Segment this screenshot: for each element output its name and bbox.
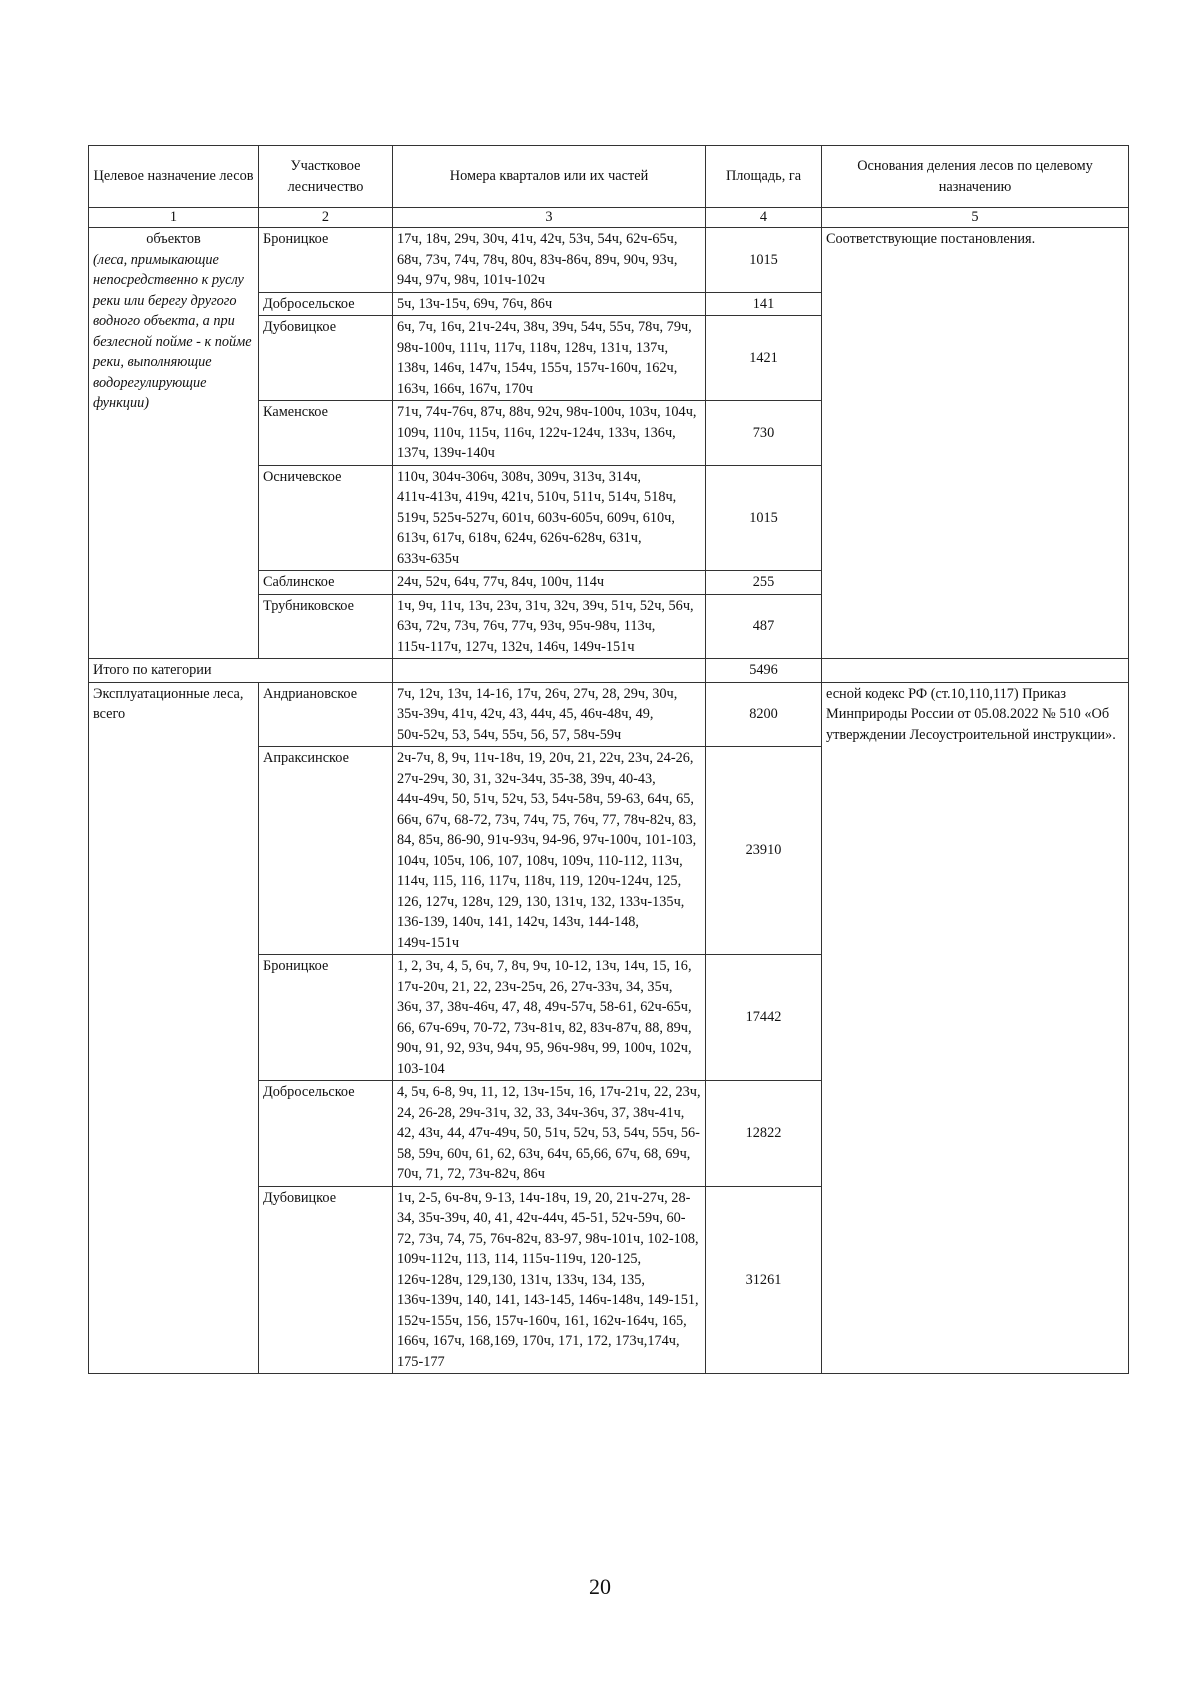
forestry-name: Дубовицкое [259,1186,393,1374]
header-forestry: Участковое лесничество [259,146,393,208]
category-cell [89,228,259,659]
area: 23910 [706,747,822,955]
forestry-name: Саблинское [259,571,393,595]
forestry-name: Каменское [259,401,393,466]
quarters: 7ч, 12ч, 13ч, 14-16, 17ч, 26ч, 27ч, 28, 29ч, 30ч, 35ч-39ч, 41ч, 42ч, 43, 44ч, 45, 46ч-48ч, 49, 50ч-52ч, 53, 54ч, 55ч, 56, 57, 58ч-59ч [393,682,706,747]
forestry-name: Апраксинское [259,747,393,955]
category-title: объектов [146,231,201,247]
area: 1015 [706,465,822,571]
total-empty [393,659,706,683]
area: 31261 [706,1186,822,1374]
area: 487 [706,594,822,659]
header-quarters: Номера кварталов или их частей [393,146,706,208]
forestry-name: Добросельское [259,1081,393,1187]
quarters: 6ч, 7ч, 16ч, 21ч-24ч, 38ч, 39ч, 54ч, 55ч, 78ч, 79ч, 98ч-100ч, 111ч, 117ч, 118ч, 128ч, 131ч, 137ч, 138ч, 146ч, 147ч, 154ч, 155ч, 157ч-160ч, 162ч, 163ч, 166ч, 167ч, 170ч [393,316,706,401]
quarters: 4, 5ч, 6-8, 9ч, 11, 12, 13ч-15ч, 16, 17ч-21ч, 22, 23ч, 24, 26-28, 29ч-31ч, 32, 33, 34ч-36ч, 37, 38ч-41ч, 42, 43ч, 44, 47ч-49ч, 50, 51ч, 52ч, 53, 54ч, 55ч, 56-58, 59ч, 60ч, 61, 62, 63ч, 64ч, 65,66, 67ч, 68, 69ч, 70ч, 71, 72, 73ч-82ч, 86ч [393,1081,706,1187]
area: 730 [706,401,822,466]
column-number: 4 [706,208,822,228]
quarters: 24ч, 52ч, 64ч, 77ч, 84ч, 100ч, 114ч [393,571,706,595]
table-row [89,682,1129,747]
area: 17442 [706,955,822,1081]
quarters: 1ч, 9ч, 11ч, 13ч, 23ч, 31ч, 32ч, 39ч, 51ч, 52ч, 56ч, 63ч, 72ч, 73ч, 76ч, 77ч, 93ч, 95ч-98ч, 113ч, 115ч-117ч, 127ч, 132ч, 146ч, 149ч-151ч [393,594,706,659]
column-number: 1 [89,208,259,228]
category-title: Эксплуатационные леса, всего [89,682,259,1374]
total-label: Итого по категории [89,659,393,683]
area: 1421 [706,316,822,401]
page-number: 20 [589,1574,611,1599]
quarters: 1ч, 2-5, 6ч-8ч, 9-13, 14ч-18ч, 19, 20, 21ч-27ч, 28-34, 35ч-39ч, 40, 41, 42ч-44ч, 45-51, 52ч-59ч, 60-72, 73ч, 74, 75, 76ч-82ч, 83-97, 98ч-101ч, 102-108, 109ч-112ч, 113, 114, 115ч-119ч, 120-125, 126ч-128ч, 129,130, 131ч, 133ч, 134, 135, 136ч-139ч, 140, 141, 143-145, 146ч-148ч, 149-151, 152ч-155ч, 156, 157ч-160ч, 161, 162ч-164ч, 165, 166ч, 167ч, 168,169, 170ч, 171, 172, 173ч,174ч, 175-177 [393,1186,706,1374]
column-number: 3 [393,208,706,228]
column-number: 2 [259,208,393,228]
forestry-name: Трубниковское [259,594,393,659]
area: 12822 [706,1081,822,1187]
quarters: 110ч, 304ч-306ч, 308ч, 309ч, 313ч, 314ч, 411ч-413ч, 419ч, 421ч, 510ч, 511ч, 514ч, 518ч, 519ч, 525ч-527ч, 601ч, 603ч-605ч, 609ч, 610ч, 613ч, 617ч, 618ч, 624ч, 626ч-628ч, 631ч, 633ч-635ч [393,465,706,571]
basis-cell: Соответствующие постановления. [822,228,1129,659]
column-number: 5 [822,208,1129,228]
forestry-name: Броницкое [259,955,393,1081]
quarters: 2ч-7ч, 8, 9ч, 11ч-18ч, 19, 20ч, 21, 22ч, 23ч, 24-26, 27ч-29ч, 30, 31, 32ч-34ч, 35-38, 39ч, 40-43, 44ч-49ч, 50, 51ч, 52ч, 53, 54ч-58ч, 59-63, 64ч, 65, 66ч, 67ч, 68-72, 73ч, 74ч, 75, 76ч, 77, 78ч-82ч, 83, 84, 85ч, 86-90, 91ч-93ч, 94-96, 97ч-100ч, 101-103, 104ч, 105ч, 106, 107, 108ч, 109ч, 110-112, 113ч, 114ч, 115, 116, 117ч, 118ч, 119, 120ч-124ч, 125, 126, 127ч, 128ч, 129, 130, 131ч, 132, 133ч-135ч, 136-139, 140ч, 141, 142ч, 143ч, 144-148, 149ч-151ч [393,747,706,955]
area: 1015 [706,228,822,293]
total-area: 5496 [706,659,822,683]
total-row [89,659,1129,683]
category-note: (леса, примыкающие непосредственно к руслу реки или берегу другого водного объекта, а при безлесной пойме - к пойме реки, выполняющие водорегулирующие функции) [93,251,252,411]
quarters: 71ч, 74ч-76ч, 87ч, 88ч, 92ч, 98ч-100ч, 103ч, 104ч, 109ч, 110ч, 115ч, 116ч, 122ч-124ч, 133ч, 136ч, 137ч, 139ч-140ч [393,401,706,466]
quarters: 1, 2, 3ч, 4, 5, 6ч, 7, 8ч, 9ч, 10-12, 13ч, 14ч, 15, 16, 17ч-20ч, 21, 22, 23ч-25ч, 26, 27ч-33ч, 34, 35ч, 36ч, 37, 38ч-46ч, 47, 48, 49ч-57ч, 58-61, 62ч-65ч, 66, 67ч-69ч, 70-72, 73ч-81ч, 82, 83ч-87ч, 88, 89ч, 90ч, 91, 92, 93ч, 94ч, 95, 96ч-98ч, 99, 100ч, 102ч, 103-104 [393,955,706,1081]
forestry-name: Добросельское [259,292,393,316]
area: 8200 [706,682,822,747]
forest-table [88,145,1129,1374]
quarters: 17ч, 18ч, 29ч, 30ч, 41ч, 42ч, 53ч, 54ч, 62ч-65ч, 68ч, 73ч, 74ч, 78ч, 80ч, 83ч-86ч, 89ч, 90ч, 93ч, 94ч, 97ч, 98ч, 101ч-102ч [393,228,706,293]
forestry-name: Андриановское [259,682,393,747]
area: 141 [706,292,822,316]
total-basis-empty [822,659,1129,683]
forestry-name: Дубовицкое [259,316,393,401]
basis-cell: есной кодекс РФ (ст.10,110,117) Приказ Минприроды России от 05.08.2022 № 510 «Об утверждении Лесоустроительной инструкции». [822,682,1129,1374]
header-basis: Основания деления лесов по целевому назначению [822,146,1129,208]
forestry-name: Броницкое [259,228,393,293]
header-area: Площадь, га [706,146,822,208]
header-purpose: Целевое назначение лесов [89,146,259,208]
area: 255 [706,571,822,595]
quarters: 5ч, 13ч-15ч, 69ч, 76ч, 86ч [393,292,706,316]
table-row [89,228,1129,293]
forestry-name: Осничевское [259,465,393,571]
